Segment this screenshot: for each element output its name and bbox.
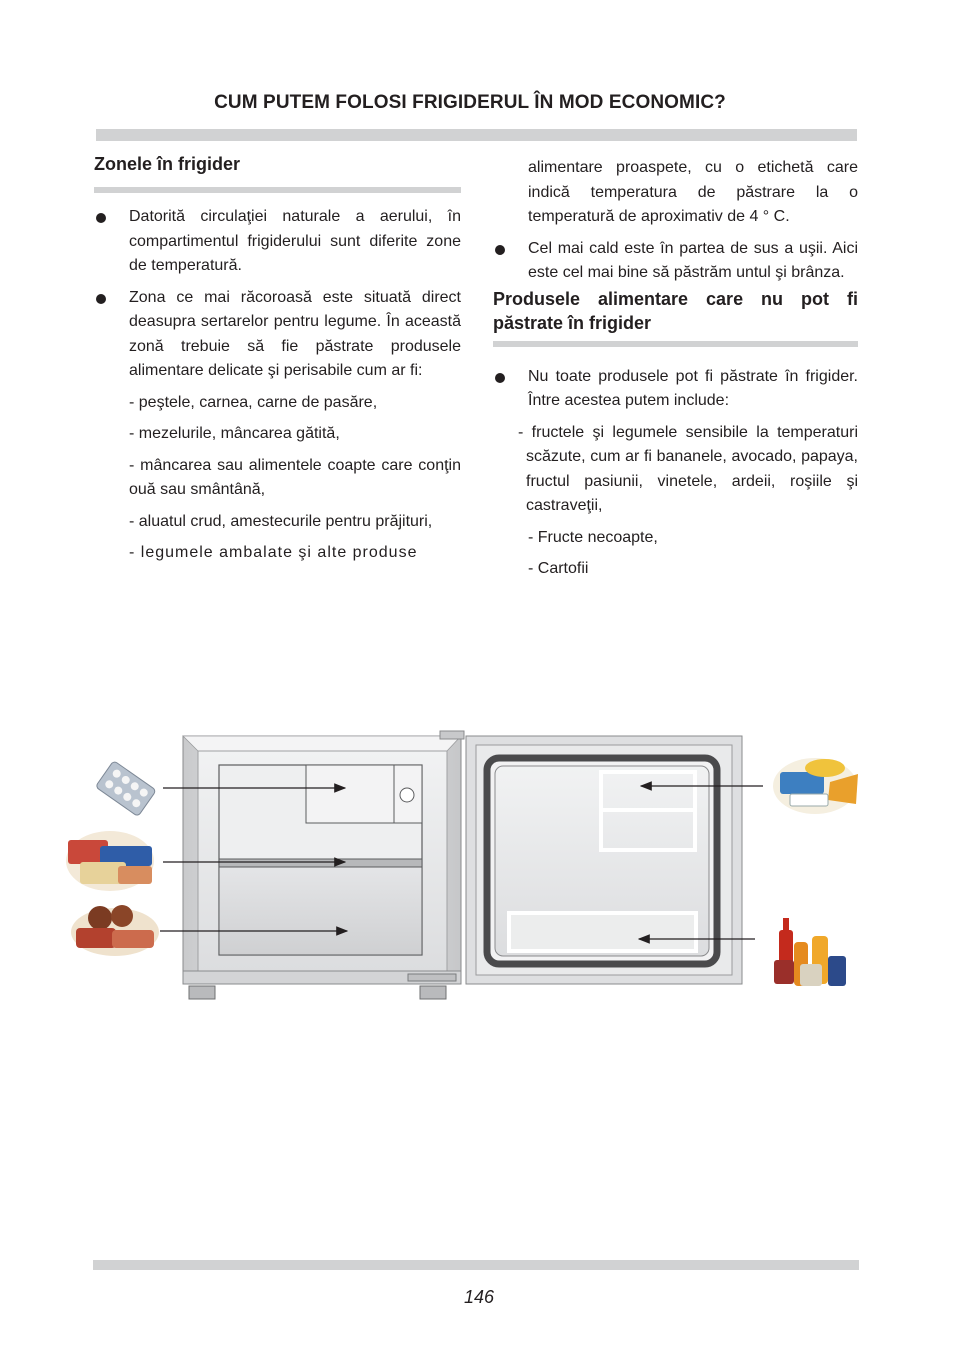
fridge-illustration	[0, 720, 954, 1010]
list-item: - legumele ambalate şi alte produse	[129, 544, 418, 561]
bullet-dot	[96, 294, 106, 304]
continued-text: alimentare proaspete, cu o etichetă care indică temperatura de păstrare la o temperatură de aproximativ de 4 ° C.	[528, 159, 858, 225]
butter-cheese-icon	[773, 758, 858, 814]
page-number: 146	[463, 1287, 495, 1307]
footer-rule	[93, 1260, 859, 1270]
list-item: - mâncarea sau alimentele coapte care conţin ouă sau smântână,	[129, 456, 461, 498]
bullet-dot	[96, 213, 106, 223]
title-rule	[96, 129, 857, 141]
meat-icon	[71, 905, 159, 956]
bullet-air-circulation: Datorită circulaţiei naturale a aerului, în compartimentul frigiderului sunt diferite zone de temperatură.	[94, 205, 461, 279]
list-item: - Cartofii	[528, 560, 589, 577]
fridge-cabinet	[183, 731, 464, 999]
section-heading-zones: Zonele în frigider	[94, 154, 241, 174]
cold-cuts-icon	[66, 831, 154, 891]
bullet-dot	[495, 245, 505, 255]
list-item: - aluatul crud, amestecurile pentru prăjituri,	[129, 512, 433, 530]
left-column	[94, 152, 461, 566]
fridge-door	[466, 736, 742, 984]
page-title: CUM PUTEM FOLOSI FRIGIDERUL ÎN MOD ECONOMIC?	[214, 92, 726, 113]
list-item: - Fructe necoapte,	[528, 528, 658, 546]
bullet-dot	[495, 373, 505, 383]
bullet-coolest-zone: Zona ce mai răcoroasă este situată direct deasupra sertarelor pentru legume. În această zonă trebuie să fie păstrate produsele alimentare delicate şi perisabile cum ar fi:	[94, 286, 461, 384]
list-item: - peştele, carnea, carne de pasăre,	[129, 393, 378, 411]
section-rule-zones	[94, 187, 461, 193]
bullet-not-all-products: Nu toate produsele pot fi păstrate în frigider. Între acestea putem include:	[493, 365, 858, 414]
section-rule-not-storable	[493, 341, 858, 347]
right-column	[493, 156, 858, 582]
list-item: - mezelurile, mâncarea gătită,	[129, 425, 340, 442]
list-item: - fructele şi legumele sensibile la temperaturi scăzute, cum ar fi bananele, avocado, papaya, fructul pasiunii, vinetele, ardeii, roşiile şi castraveţii,	[518, 423, 858, 514]
section-heading-not-storable: Produsele alimentare care nu pot fi păstrate în frigider	[493, 288, 858, 333]
eggs-tray-icon	[95, 761, 156, 817]
bullet-warmest-zone: Cel mai cald este în partea de sus a uşii. Aici este cel mai bine să păstrăm untul şi brânza.	[493, 237, 858, 286]
bottles-jars-icon	[774, 918, 846, 986]
